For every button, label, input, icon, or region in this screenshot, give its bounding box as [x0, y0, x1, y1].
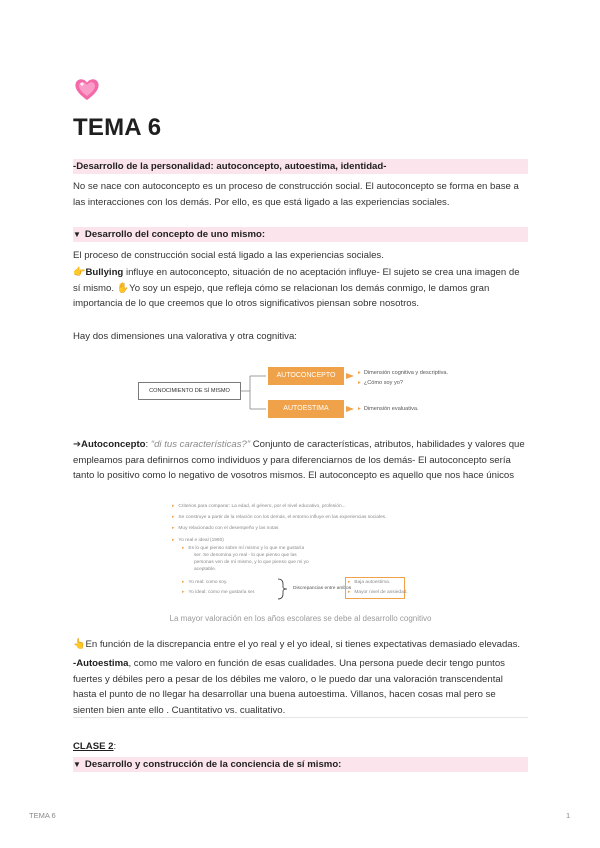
figure-result-line: ▸ Mayor nivel de ansiedad.	[348, 590, 408, 595]
figure-sub-line: aceptable.	[194, 567, 217, 572]
figure-brace-label: Discrepancias entre ambos	[293, 586, 352, 591]
pointing-hand-icon: 👉	[73, 267, 86, 278]
figure-bullet: ▸ Criterios para comparar: La edad, el género, por el nivel educativo, profesión...	[172, 504, 346, 509]
toggle-heading-conciencia[interactable]: ▼ Desarrollo y construcción de la conciencia de sí mismo:	[73, 759, 342, 770]
figure-caption: La mayor valoración en los años escolares se debe al desarrollo cognitivo	[169, 614, 432, 623]
paragraph-autoconcepto-intro: No se nace con autoconcepto es un proceso de construcción social. El autoconcepto se forma en base a las interacciones con los demás. Por ello, es que está ligado a las experiencias sociales.	[73, 181, 519, 208]
section-heading-personalidad: -Desarrollo de la personalidad: autoconcepto, autoestima, identidad-	[73, 161, 387, 172]
figure-result-line: ▸ Baja autoestima.	[348, 580, 391, 585]
toggle-triangle-icon[interactable]: ▼	[73, 230, 81, 239]
notes-figure	[172, 500, 422, 606]
diagram-root-box: CONOCIMIENTO DE SÍ MISMO	[138, 382, 241, 400]
paragraph-autoestima: -Autoestima, como me valoro en función de esas cualidades. Una persona puede decir tengo puntos fuertes y débiles pero a pesar de los débiles me valoro, o le puedo dar una valoración transcendental hasta el punto de no llegar ha desarrollar una buena autoestima. Villanos, hacen cosas mal pero se sienten bien ante ello . Cuantitativo vs. cualitativo.	[73, 658, 505, 716]
paragraph-bullying: 👉Bullying influye en autoconcepto, situación de no aceptación influye- El sujeto se crea una imagen de sí mismo. ✋Yo soy un espejo, que refleja cómo se relacionan los demás conmigo, le damos gran importancia de lo que creemos que lo otros significativos piensan sobre nosotros.	[73, 267, 520, 309]
toggle-triangle-icon[interactable]: ▼	[73, 760, 81, 769]
pointing-up-icon: 👆	[73, 639, 86, 650]
sparkling-heart-icon	[73, 76, 101, 102]
divider	[73, 717, 528, 718]
toggle-heading-concepto[interactable]: ▼ Desarrollo del concepto de uno mismo:	[73, 229, 266, 240]
diagram-bullet: ▸ Dimensión cognitiva y descriptiva.	[358, 370, 449, 376]
concept-diagram	[138, 364, 468, 422]
diagram-autoconcepto-box: AUTOCONCEPTO	[268, 367, 344, 385]
figure-bullet: ▸ Muy relacionado con el desempeño y las notas	[172, 526, 279, 531]
paragraph-dimensiones: Hay dos dimensiones una valorativa y otra cognitiva:	[73, 331, 297, 342]
footer-title: TEMA 6	[29, 811, 56, 820]
figure-sub-line: personas ven de mí mismo, y lo que pienso que mi yo	[194, 560, 309, 565]
figure-brace	[276, 578, 292, 600]
page-title: TEMA 6	[73, 114, 162, 141]
figure-bullet: ▸ Se construye a partir de la relación con los demás, el entorno influye en las experiencias sociales.	[172, 515, 387, 520]
figure-sub-bullet: ▸ Yo real: como soy.	[182, 580, 228, 585]
paragraph-discrepancia: 👆En función de la discrepancia entre el yo real y el yo ideal, si tienes expectativas demasiado elevadas.	[73, 639, 521, 650]
diagram-bullet: ▸ ¿Cómo soy yo?	[358, 380, 403, 386]
figure-sub-line: ser. Se denomina yo real - lo que pienso que las	[194, 553, 297, 558]
page-number: 1	[566, 811, 571, 820]
figure-sub-bullet: ▸ Es lo que pienso sobre mí mismo y lo que me gustaría	[182, 546, 305, 551]
clase-2-label: CLASE 2:	[73, 741, 117, 752]
figure-bullet: ▸ Yo real e ideal (1990)	[172, 538, 224, 543]
diagram-autoestima-box: AUTOESTIMA	[268, 400, 344, 418]
raised-hand-icon: ✋	[116, 282, 130, 294]
paragraph-autoconcepto-def: ➔Autoconcepto: “di tus características?” Conjunto de características, atributos, habilidades y valores que empleamos para definirnos como individuos y para diferenciarnos de los demás- El autoconcepto sería tanto lo positivo como lo negativo de vosotros mismos. El autoconcepto es aquello que nos hace únicos	[73, 439, 525, 481]
figure-sub-bullet: ▸ Yo ideal: como me gustaría ser.	[182, 590, 256, 595]
paragraph-proceso: El proceso de construcción social está ligado a las experiencias sociales.	[73, 250, 384, 261]
diagram-bullet: ▸ Dimensión evaluativa.	[358, 406, 419, 412]
